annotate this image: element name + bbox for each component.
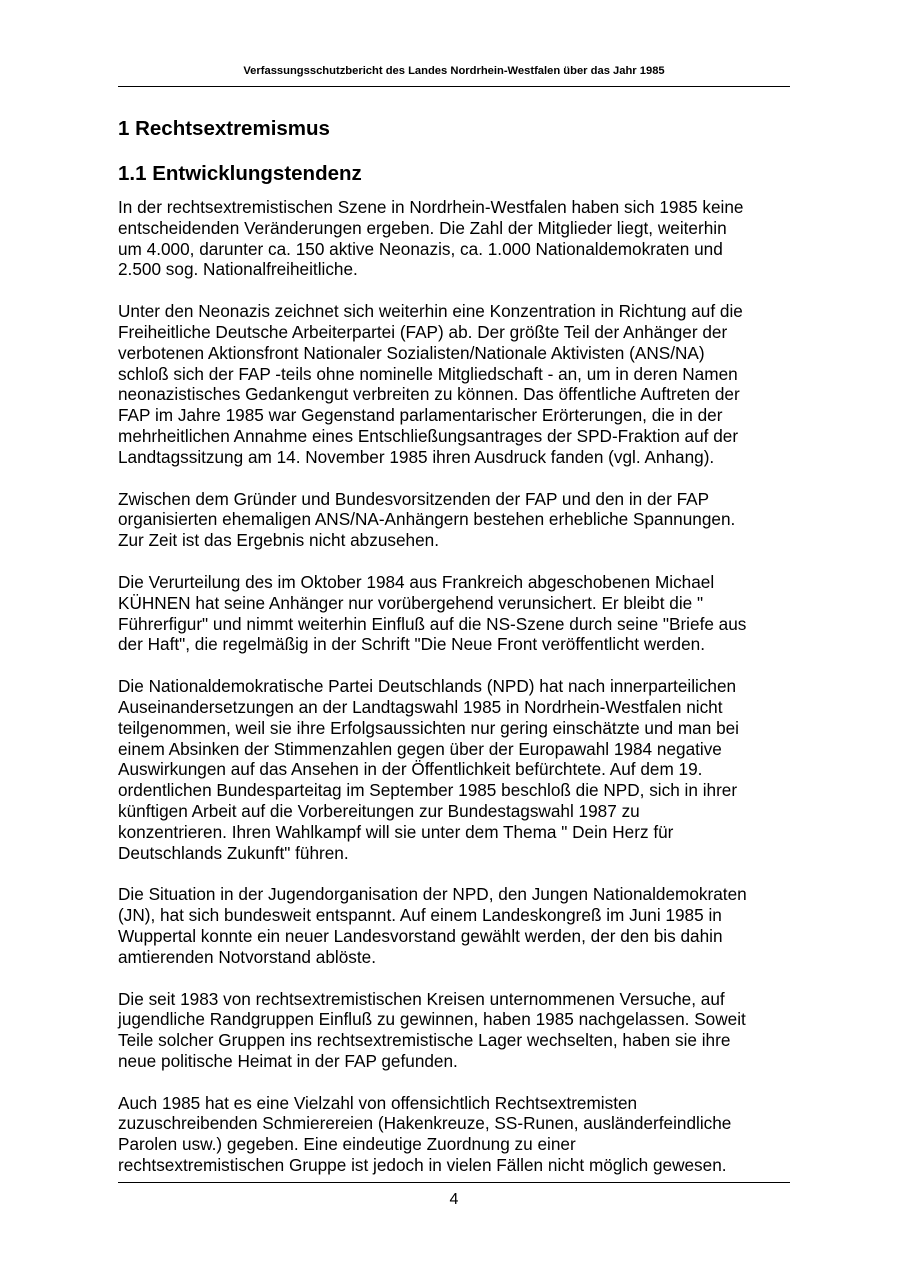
main-content (118, 116, 783, 1197)
paragraph-line: teilgenommen, weil sie ihre Erfolgsaussichten nur gering einschätzte und man bei (118, 717, 739, 738)
paragraph-line: Auswirkungen auf das Ansehen in der Öffentlichkeit befürchtete. Auf dem 19. (118, 759, 703, 780)
paragraph-line: organisierten ehemaligen ANS/NA-Anhängern bestehen erhebliche Spannungen. (118, 509, 736, 530)
paragraph-line: zuzuschreibenden Schmierereien (Hakenkreuze, SS-Runen, ausländerfeindliche (118, 1113, 732, 1134)
paragraph-line: Teile solcher Gruppen ins rechtsextremistische Lager wechselten, haben sie ihre (118, 1030, 731, 1051)
footer-divider (118, 1182, 790, 1183)
paragraph-line: Parolen usw.) gegeben. Eine eindeutige Zuordnung zu einer (118, 1134, 576, 1155)
paragraph (118, 489, 783, 551)
paragraph-line: Die Situation in der Jugendorganisation der NPD, den Jungen Nationaldemokraten (118, 884, 747, 905)
running-header: Verfassungsschutzbericht des Landes Nordrhein-Westfalen über das Jahr 1985 (243, 65, 665, 77)
paragraph-line: (JN), hat sich bundesweit entspannt. Auf einem Landeskongreß im Juni 1985 in (118, 905, 722, 926)
paragraph-line: FAP im Jahre 1985 war Gegenstand parlamentarischer Erörterungen, die in der (118, 405, 723, 426)
paragraph (118, 989, 783, 1072)
paragraph-line: Unter den Neonazis zeichnet sich weiterhin eine Konzentration in Richtung auf die (118, 301, 743, 322)
paragraph-line: der Haft", die regelmäßig in der Schrift "Die Neue Front veröffentlicht werden. (118, 634, 705, 655)
paragraph-line: Führerfigur" und nimmt weiterhin Einfluß auf die NS-Szene durch seine "Briefe aus (118, 613, 747, 634)
paragraph-line: KÜHNEN hat seine Anhänger nur vorübergehend verunsichert. Er bleibt die " (118, 592, 704, 613)
paragraph-line: einem Absinken der Stimmenzahlen gegen über der Europawahl 1984 negative (118, 738, 722, 759)
section-title: 1.1 Entwicklungstendenz (118, 162, 362, 185)
paragraph-line: verbotenen Aktionsfront Nationaler Sozialisten/Nationale Aktivisten (ANS/NA) (118, 342, 705, 363)
paragraph-line: mehrheitlichen Annahme eines Entschließungsantrages der SPD-Fraktion auf der (118, 425, 739, 446)
paragraph-line: künftigen Arbeit auf die Vorbereitungen zur Bundestagswahl 1987 zu (118, 800, 640, 821)
paragraph-line: konzentrieren. Ihren Wahlkampf will sie unter dem Thema " Dein Herz für (118, 821, 674, 842)
chapter-title: 1 Rechtsextremismus (118, 117, 330, 140)
paragraph-line: Auseinandersetzungen an der Landtagswahl 1985 in Nordrhein-Westfalen nicht (118, 696, 723, 717)
paragraph (118, 197, 783, 280)
paragraph (118, 1093, 783, 1176)
paragraph (118, 572, 783, 655)
paragraph-line: jugendliche Randgruppen Einfluß zu gewinnen, haben 1985 nachgelassen. Soweit (118, 1009, 746, 1030)
paragraph-line: Deutschlands Zukunft" führen. (118, 842, 349, 863)
paragraph-line: schloß sich der FAP -teils ohne nominelle Mitgliedschaft - an, um in deren Namen (118, 363, 738, 384)
body-text (118, 197, 783, 1176)
paragraph-line: neonazistisches Gedankengut verbreiten zu können. Das öffentliche Auftreten der (118, 384, 740, 405)
paragraph-line: Die Nationaldemokratische Partei Deutschlands (NPD) hat nach innerparteilichen (118, 676, 737, 697)
paragraph-line: Wuppertal konnte ein neuer Landesvorstand gewählt werden, der den bis dahin (118, 925, 723, 946)
paragraph-line: ordentlichen Bundesparteitag im September 1985 beschloß die NPD, sich in ihrer (118, 780, 738, 801)
paragraph-line: 2.500 sog. Nationalfreiheitliche. (118, 259, 358, 280)
paragraph-line: rechtsextremistischen Gruppe ist jedoch in vielen Fällen nicht möglich gewesen. (118, 1155, 727, 1176)
paragraph (118, 676, 783, 863)
paragraph-line: amtierenden Notvorstand ablöste. (118, 946, 376, 967)
page-number: 4 (449, 1191, 459, 1208)
paragraph-line: In der rechtsextremistischen Szene in Nordrhein-Westfalen haben sich 1985 keine (118, 197, 744, 217)
paragraph-line: entscheidenden Veränderungen ergeben. Die Zahl der Mitglieder liegt, weiterhin (118, 217, 727, 238)
paragraph-line: Auch 1985 hat es eine Vielzahl von offensichtlich Rechtsextremisten (118, 1092, 638, 1113)
paragraph (118, 301, 783, 467)
paragraph (118, 884, 783, 967)
paragraph-line: neue politische Heimat in der FAP gefunden. (118, 1050, 458, 1071)
paragraph-line: Freiheitliche Deutsche Arbeiterpartei (FAP) ab. Der größte Teil der Anhänger der (118, 321, 728, 342)
paragraph-line: Landtagssitzung am 14. November 1985 ihren Ausdruck fanden (vgl. Anhang). (118, 446, 715, 467)
header-divider (118, 86, 790, 87)
paragraph-line: Zur Zeit ist das Ergebnis nicht abzusehen. (118, 530, 439, 551)
paragraph-line: Die seit 1983 von rechtsextremistischen Kreisen unternommenen Versuche, auf (118, 988, 725, 1009)
paragraph-line: um 4.000, darunter ca. 150 aktive Neonazis, ca. 1.000 Nationaldemokraten und (118, 238, 723, 259)
paragraph-line: Zwischen dem Gründer und Bundesvorsitzenden der FAP und den in der FAP (118, 488, 710, 509)
paragraph-line: Die Verurteilung des im Oktober 1984 aus Frankreich abgeschobenen Michael (118, 571, 715, 592)
